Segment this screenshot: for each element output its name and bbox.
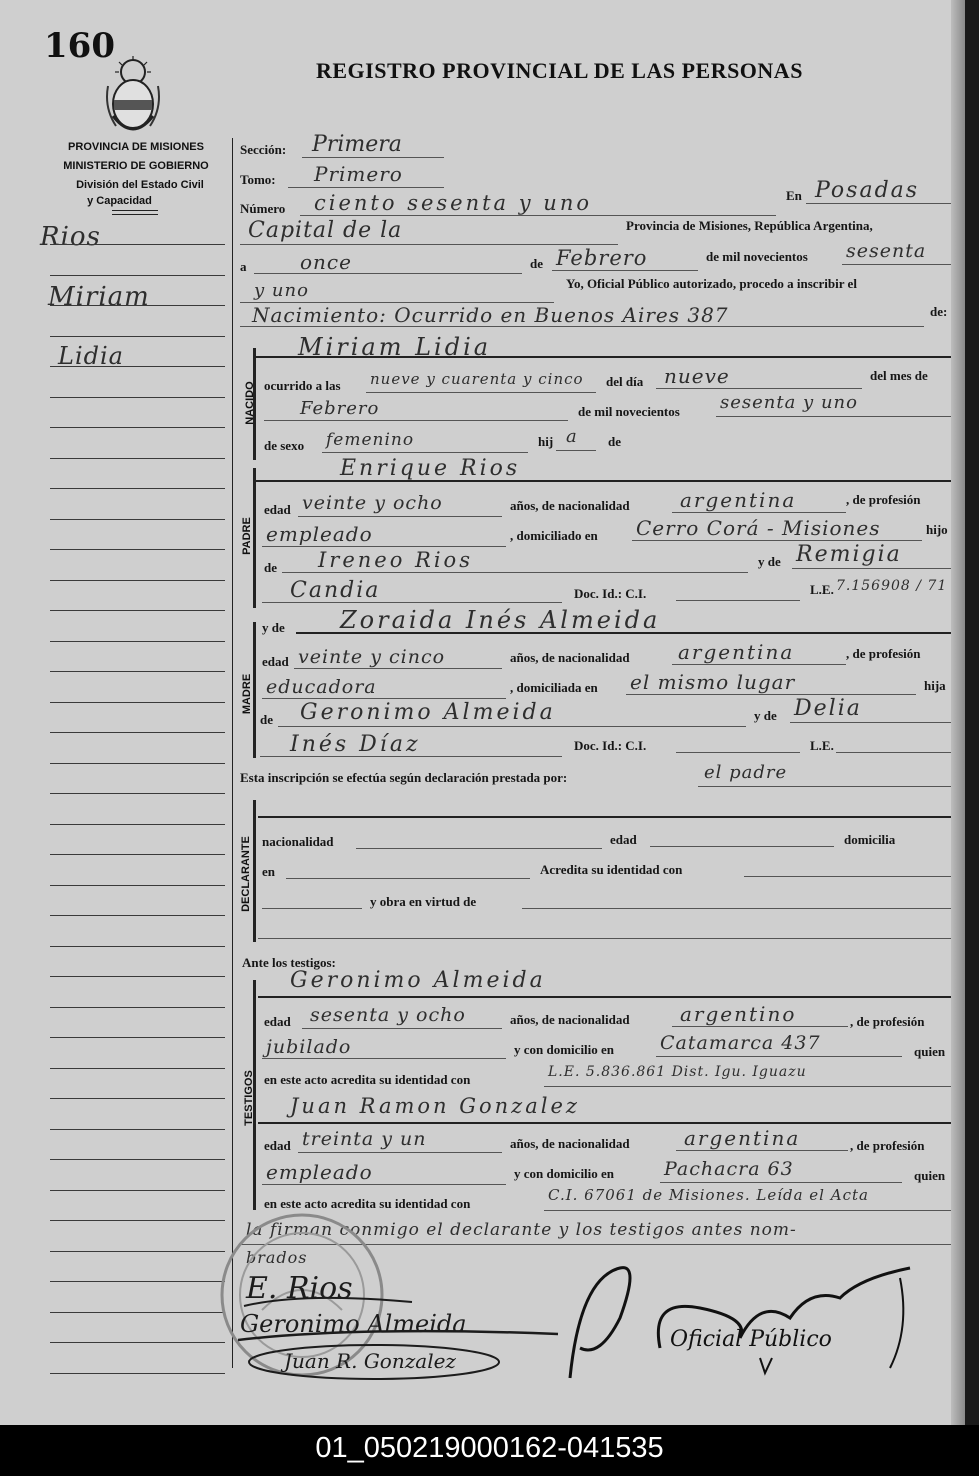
- margin-surname: Rios: [40, 222, 101, 252]
- margin-name-2: Lidia: [58, 342, 124, 370]
- padre-profesion: empleado: [266, 522, 373, 546]
- t1-domicilio: Catamarca 437: [660, 1032, 821, 1054]
- margin-rule: [50, 1251, 225, 1252]
- madre-hija-label: hija: [924, 678, 946, 693]
- madre-le-label: L.E.: [810, 738, 834, 753]
- margin-rule: [50, 763, 225, 764]
- testigos-label: TESTIGOS: [243, 1070, 255, 1126]
- margin-rule: [50, 488, 225, 489]
- t1-edad: sesenta y ocho: [310, 1004, 466, 1026]
- numero-value: ciento sesenta y uno: [314, 191, 592, 215]
- margin-rule: [50, 1373, 225, 1374]
- seccion-label: Sección:: [240, 142, 287, 157]
- padre-prof-label: , de profesión: [846, 492, 921, 507]
- svg-text:Oficial Público: Oficial Público: [670, 1327, 832, 1352]
- declarante-dom-label: domicilia: [844, 832, 896, 847]
- madre-madre: Delia: [794, 696, 862, 721]
- padre-dom-label: , domiciliado en: [510, 528, 598, 543]
- margin-rule: [50, 1129, 225, 1130]
- madre-nacionalidad: argentina: [678, 640, 795, 664]
- a-label: a: [240, 259, 247, 274]
- t2-identidad: C.I. 67061 de Misiones. Leída el Acta: [548, 1186, 869, 1204]
- office-line-3: División del Estado Civil: [76, 179, 204, 191]
- t1-acredita-label: en este acto acredita su identidad con: [264, 1072, 471, 1087]
- numero-label: Número: [240, 201, 286, 216]
- mes-label: del mes de: [870, 368, 928, 383]
- padre-label: PADRE: [241, 517, 253, 555]
- padre-edad: veinte y ocho: [302, 492, 443, 514]
- margin-rule: [50, 1312, 225, 1313]
- madre-label: MADRE: [241, 673, 253, 715]
- t1-identidad: L.E. 5.836.861 Dist. Igu. Iguazu: [548, 1064, 807, 1080]
- margin-rule: [50, 1342, 225, 1343]
- provincia-label: Provincia de Misiones, República Argentina,: [626, 218, 873, 233]
- sexo-value: femenino: [326, 430, 415, 450]
- declarante-en-label: en: [262, 864, 275, 879]
- madre-edad: veinte y cinco: [298, 646, 446, 668]
- cierre-line-2: brados: [246, 1248, 308, 1267]
- hora-value: nueve y cuarenta y cinco: [370, 370, 584, 388]
- nacido-label: NACIDO: [244, 381, 256, 425]
- tomo-label: Tomo:: [240, 172, 276, 187]
- padre-nacionalidad: argentina: [680, 488, 797, 512]
- margin-rule: [50, 1068, 225, 1069]
- nacido-de-label: de: [608, 434, 621, 449]
- svg-text:E. Rios: E. Rios: [246, 1271, 353, 1306]
- dia-value: once: [300, 250, 352, 274]
- margin-rule: [50, 366, 225, 367]
- nacido-mes: Febrero: [300, 398, 380, 419]
- t1-profesion: jubilado: [266, 1036, 352, 1058]
- margin-rule: [50, 610, 225, 611]
- padre-yde-label: y de: [758, 554, 781, 569]
- svg-text:Geronimo Almeida: Geronimo Almeida: [240, 1310, 467, 1338]
- t2-domicilio: Pachacra 63: [664, 1158, 794, 1180]
- padre-doc-label: Doc. Id.: C.I.: [574, 586, 647, 601]
- margin-rule: [50, 824, 225, 825]
- anio2-value: y uno: [254, 280, 309, 301]
- sexo-label: de sexo: [264, 438, 305, 453]
- declarante-edad-label: edad: [610, 832, 637, 847]
- margin-rule: [50, 1007, 225, 1008]
- declaracion-label: Esta inscripción se efectúa según declaración prestada por:: [240, 770, 568, 785]
- padre-nombre: Enrique Rios: [340, 456, 521, 481]
- padre-hijo-label: hijo: [926, 522, 948, 537]
- t2-nac-label: años, de nacionalidad: [510, 1136, 630, 1151]
- margin-rule: [50, 519, 225, 520]
- t2-edad: treinta y un: [302, 1128, 427, 1150]
- nacido-dia: nueve: [664, 364, 730, 388]
- margin-rule: [50, 549, 225, 550]
- margin-rule: [50, 244, 225, 245]
- acto-value: Nacimiento: Ocurrido en Buenos Aires 387: [252, 303, 729, 327]
- margin-rule: [50, 305, 225, 306]
- margin-rule: [50, 580, 225, 581]
- margin-rule: [50, 885, 225, 886]
- t1-nac-label: años, de nacionalidad: [510, 1012, 630, 1027]
- margin-rule: [50, 915, 225, 916]
- padre-edad-label: edad: [264, 502, 291, 517]
- margin-rule: [50, 641, 225, 642]
- folio-number: 160: [44, 26, 115, 66]
- margin-rule: [50, 275, 225, 276]
- margin-rule: [50, 793, 225, 794]
- t2-prof-label: , de profesión: [850, 1138, 925, 1153]
- signature-juan-gonzalez: [244, 1340, 514, 1384]
- margin-rule: [50, 397, 225, 398]
- signature-oficial: [560, 1258, 930, 1398]
- margin-rule: [50, 1098, 225, 1099]
- declarante-acredita-label: Acredita su identidad con: [540, 862, 683, 877]
- declarante-label: DECLARANTE: [240, 836, 252, 912]
- madre-nombre: Zoraida Inés Almeida: [340, 606, 661, 634]
- oficial-label: Yo, Oficial Público autorizado, procedo a inscribir el: [566, 276, 857, 291]
- t2-nacionalidad: argentina: [684, 1126, 801, 1150]
- de-colon-label: de:: [930, 304, 948, 319]
- nacido-nombre: Miriam Lidia: [298, 333, 492, 361]
- t1-nombre: Geronimo Almeida: [290, 968, 546, 993]
- hijo-label: hij: [538, 434, 554, 449]
- margin-rule: [50, 1281, 225, 1282]
- t2-acredita-label: en este acto acredita su identidad con: [264, 1196, 471, 1211]
- nacido-anio-label: de mil novecientos: [578, 404, 680, 419]
- madre-yde2-label: y de: [754, 708, 777, 723]
- t1-nacionalidad: argentino: [680, 1002, 797, 1026]
- tomo-value: Primero: [314, 162, 403, 186]
- margin-rule: [50, 946, 225, 947]
- padre-le: 7.156908 / 71: [836, 578, 948, 594]
- declaracion-value: el padre: [704, 762, 788, 783]
- nacido-anio: sesenta y uno: [720, 392, 858, 413]
- t2-dom-label: y con domicilio en: [514, 1166, 615, 1181]
- padre-domicilio: Cerro Corá - Misiones: [636, 516, 881, 540]
- t1-edad-label: edad: [264, 1014, 291, 1029]
- de-label: de: [530, 256, 543, 271]
- padre-de-label: de: [264, 560, 277, 575]
- en-label: En: [786, 188, 802, 203]
- svg-text:Juan R. Gonzalez: Juan R. Gonzalez: [284, 1349, 456, 1373]
- margin-rule: [50, 1220, 225, 1221]
- office-line-1: PROVINCIA DE MISIONES: [68, 141, 204, 153]
- margin-rule: [50, 427, 225, 428]
- padre-madre: Remigia: [796, 542, 902, 567]
- t1-dom-label: y con domicilio en: [514, 1042, 615, 1057]
- margin-rule: [50, 1190, 225, 1191]
- hora-label: ocurrido a las: [264, 378, 341, 393]
- anio-label: de mil novecientos: [706, 249, 808, 264]
- hijo-suffix: a: [566, 426, 578, 447]
- coat-of-arms-icon: [104, 56, 162, 136]
- madre-edad-label: edad: [262, 654, 289, 669]
- margin-rule: [50, 336, 225, 337]
- t2-edad-label: edad: [264, 1138, 291, 1153]
- madre-doc-label: Doc. Id.: C.I.: [574, 738, 647, 753]
- testigos-intro: Ante los testigos:: [242, 955, 336, 970]
- t2-quien-label: quien: [914, 1168, 946, 1183]
- office-line-4: y Capacidad: [87, 195, 152, 207]
- t2-nombre: Juan Ramon Gonzalez: [290, 1094, 580, 1118]
- margin-rule: [50, 854, 225, 855]
- madre-madre-2: Inés Díaz: [290, 732, 421, 757]
- padre-nac-label: años, de nacionalidad: [510, 498, 630, 513]
- office-line-2: MINISTERIO DE GOBIERNO: [63, 160, 209, 172]
- madre-domicilio: el mismo lugar: [630, 670, 796, 694]
- en-value: Posadas: [815, 178, 920, 203]
- madre-dom-label: , domiciliada en: [510, 680, 598, 695]
- margin-rule: [50, 732, 225, 733]
- madre-nac-label: años, de nacionalidad: [510, 650, 630, 665]
- page-title: REGISTRO PROVINCIAL DE LAS PERSONAS: [316, 58, 803, 83]
- t1-prof-label: , de profesión: [850, 1014, 925, 1029]
- margin-rule: [50, 1037, 225, 1038]
- madre-de-label: de: [260, 712, 273, 727]
- madre-padre: Geronimo Almeida: [300, 700, 556, 725]
- document-id-footer: 01_050219000162-041535: [0, 1425, 979, 1476]
- cierre-line-1: la firman conmigo el declarante y los testigos antes nom-: [246, 1220, 797, 1240]
- margin-rule: [50, 1159, 225, 1160]
- madre-prof-label: , de profesión: [846, 646, 921, 661]
- margin-rule: [50, 702, 225, 703]
- margin-rule: [50, 671, 225, 672]
- dia-label: del día: [606, 374, 644, 389]
- declarante-obra-label: y obra en virtud de: [370, 894, 477, 909]
- margin-name-1: Miriam: [48, 282, 150, 312]
- margin-rule: [50, 976, 225, 977]
- padre-padre: Ireneo Rios: [318, 548, 473, 572]
- capital-value: Capital de la: [248, 218, 403, 243]
- margin-rule: [50, 458, 225, 459]
- madre-profesion: educadora: [266, 676, 377, 698]
- t2-profesion: empleado: [266, 1160, 373, 1184]
- mes-value: Febrero: [556, 246, 648, 270]
- declarante-nac-label: nacionalidad: [262, 834, 334, 849]
- seccion-value: Primera: [312, 132, 402, 157]
- padre-madre-2: Candia: [290, 578, 381, 603]
- t1-quien-label: quien: [914, 1044, 946, 1059]
- padre-le-label: L.E.: [810, 582, 834, 597]
- madre-yde-label: y de: [262, 620, 285, 635]
- anio-value: sesenta: [846, 240, 927, 262]
